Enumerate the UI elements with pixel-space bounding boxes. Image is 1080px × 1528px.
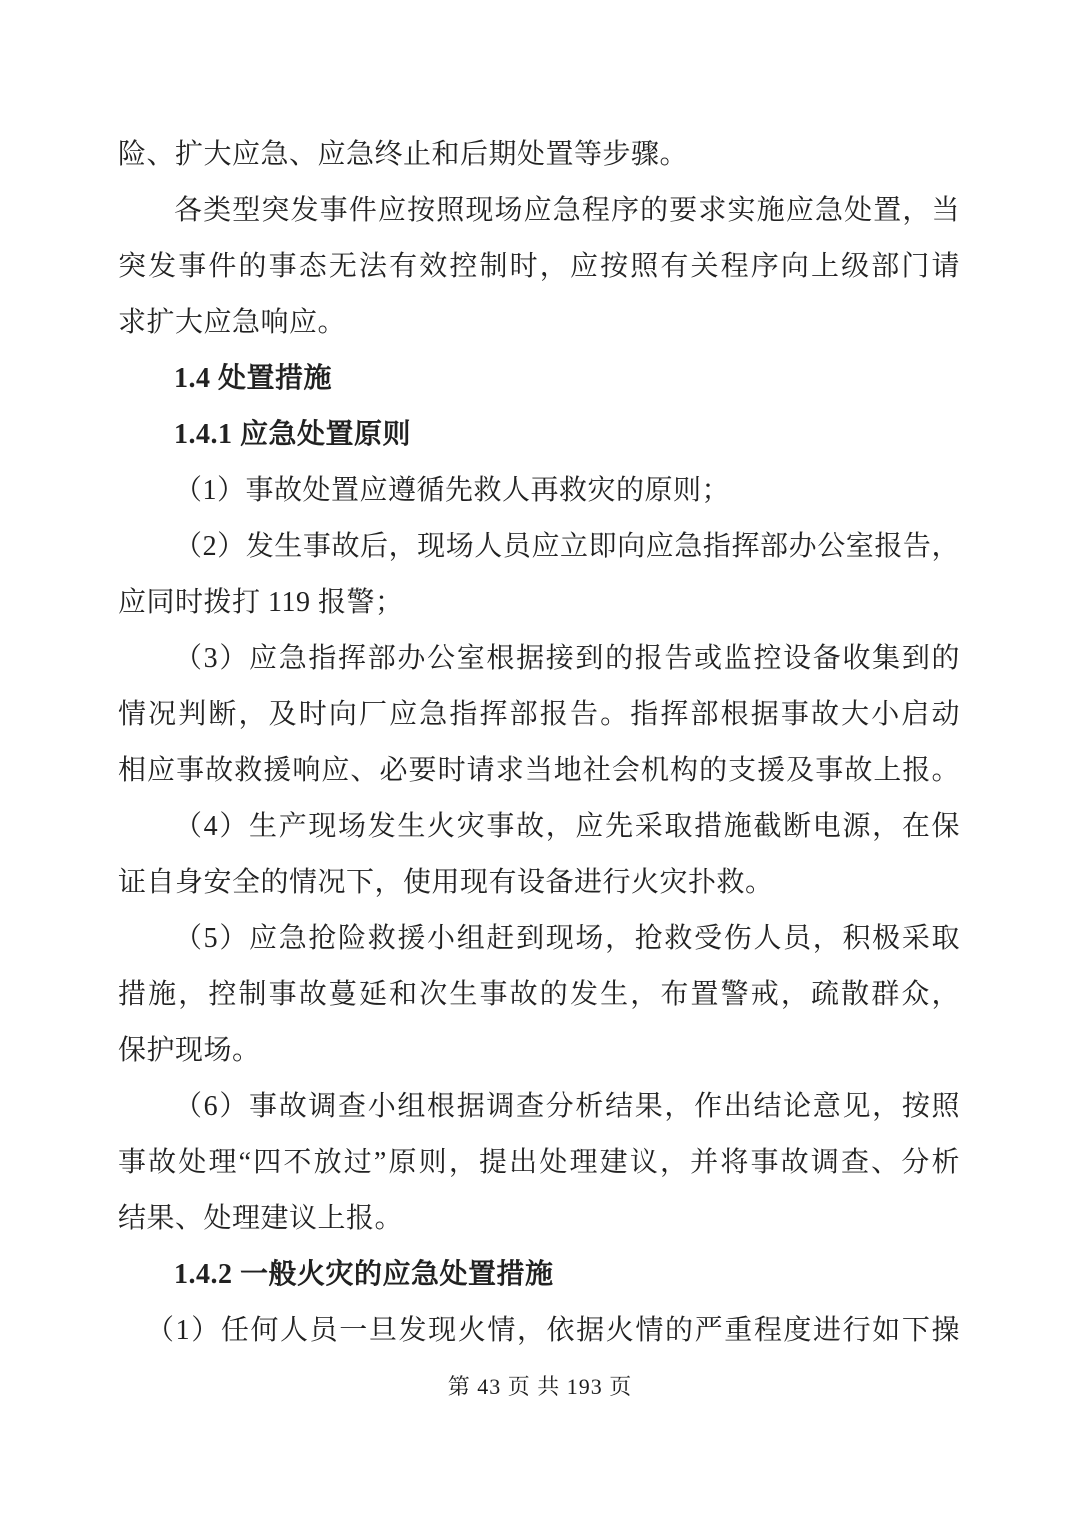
list-item-line: （6）事故调查小组根据调查分析结果，作出结论意见，按照: [174, 1091, 960, 1122]
list-item-line: 措施，控制事故蔓延和次生事故的发生，布置警戒，疏散群众，: [118, 979, 960, 1010]
body-line: 求扩大应急响应。: [118, 307, 347, 338]
list-item-line: （1）任何人员一旦发现火情，依据火情的严重程度进行如下操: [146, 1315, 960, 1346]
body-line: 险、扩大应急、应急终止和后期处置等步骤。: [118, 139, 689, 170]
page-number-footer: 第 43 页 共 193 页: [447, 1374, 633, 1399]
list-item-line: 结果、处理建议上报。: [118, 1203, 404, 1234]
section-heading-1-4-1: 1.4.1 应急处置原则: [174, 419, 412, 450]
list-item-line: 情况判断，及时向厂应急指挥部报告。指挥部根据事故大小启动: [118, 699, 960, 730]
list-item-line: 保护现场。: [118, 1035, 261, 1066]
list-item-line: （3）应急指挥部办公室根据接到的报告或监控设备收集到的: [174, 643, 960, 674]
list-item-line: 相应事故救援响应、必要时请求当地社会机构的支援及事故上报。: [118, 755, 960, 786]
list-item-line: （2）发生事故后，现场人员应立即向应急指挥部办公室报告，: [174, 531, 960, 562]
list-item-line: 事故处理“四不放过”原则，提出处理建议，并将事故调查、分析: [118, 1147, 960, 1178]
list-item-line: （4）生产现场发生火灾事故，应先采取措施截断电源，在保: [174, 811, 960, 842]
list-item-line: （1）事故处置应遵循先救人再救灾的原则；: [174, 475, 731, 506]
list-item-line: （5）应急抢险救援小组赶到现场，抢救受伤人员，积极采取: [174, 923, 960, 954]
list-item-line: 证自身安全的情况下，使用现有设备进行火灾扑救。: [118, 867, 774, 898]
section-heading-1-4-2: 1.4.2 一般火灾的应急处置措施: [174, 1259, 554, 1290]
body-line: 突发事件的事态无法有效控制时，应按照有关程序向上级部门请: [118, 251, 960, 282]
list-item-line: 应同时拨打 119 报警；: [118, 587, 404, 618]
body-line: 各类型突发事件应按照现场应急程序的要求实施应急处置，当: [174, 195, 960, 226]
section-heading-1-4: 1.4 处置措施: [174, 363, 333, 394]
